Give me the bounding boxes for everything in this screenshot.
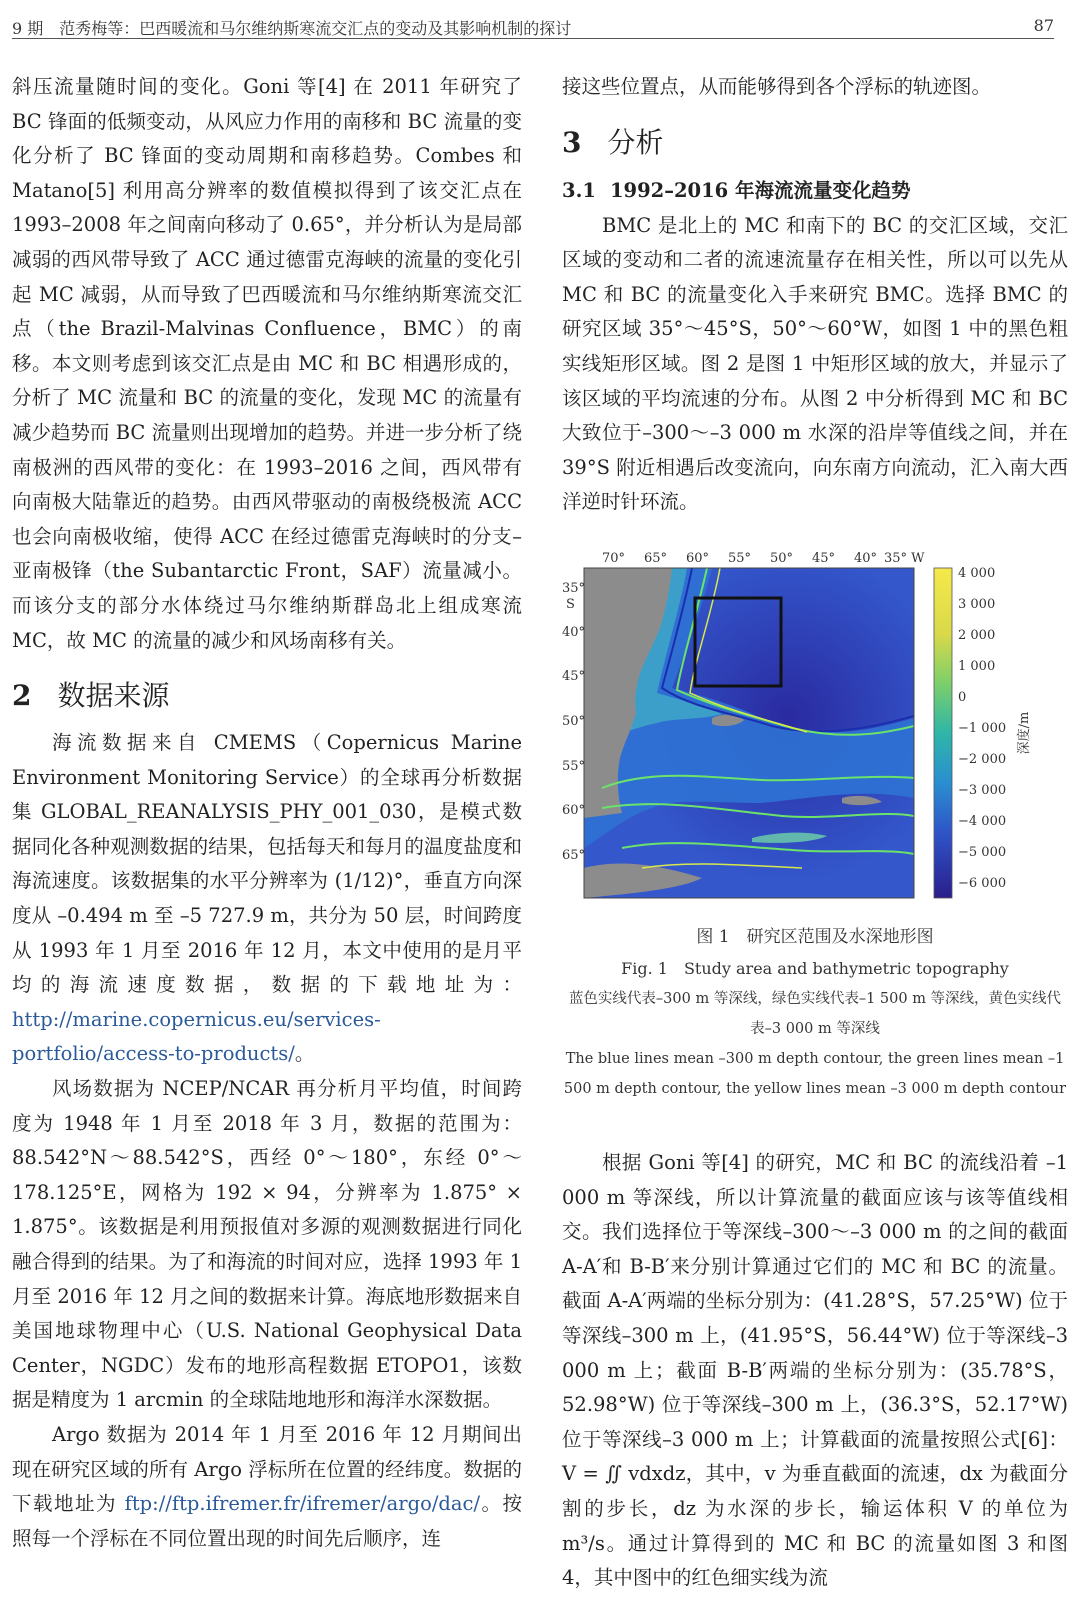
figure-caption-en: Fig. 1 Study area and bathymetric topography [621, 959, 1009, 978]
colorbar-label: −3 000 [958, 783, 1007, 798]
paragraph-text: 海流数据来自 CMEMS（Copernicus Marine Environment Monitoring Service）的全球再分析数据集 GLOBAL_REANALYSIS_PHY_001_030，是模式数据同化各种观测数据的结果，包括每天和每月的温度盐度和海流速度。该数据集的水平分辨率为 (1/12)°，垂直方向深度从 –0.494 m 至 –5 727.9 m，共分为 50 层，时间跨度从 1993 年 1 月至 2016 年 12 月，本文中使用的是月平均的海流速度数据，数据的下载地址为： [12, 731, 522, 997]
figure-1 [562, 548, 1068, 1108]
lat-label: 40° [562, 625, 586, 640]
running-title: 9 期 范秀梅等：巴西暖流和马尔维纳斯寒流交汇点的变动及其影响机制的探讨 [12, 19, 572, 38]
paragraph-end: 。 [294, 1042, 315, 1066]
colorbar-label: 0 [958, 690, 967, 705]
lat-label: 65° [562, 848, 586, 863]
colorbar-label: −2 000 [958, 752, 1007, 767]
colorbar-title: 深度/m [1017, 711, 1032, 755]
subsection-heading [562, 173, 1068, 209]
map-panel [584, 568, 914, 898]
paragraph [12, 1418, 522, 1556]
running-header [12, 14, 1054, 39]
lon-label: 40° [854, 551, 878, 566]
colorbar-label: −5 000 [958, 845, 1007, 860]
copernicus-link[interactable]: http://marine.copernicus.eu/services-portfolio/access-to-products/ [12, 1007, 381, 1066]
paragraph: 根据 Goni 等[4] 的研究，MC 和 BC 的流线沿着 –1 000 m 等深线，所以计算流量的截面应该与该等值线相交。我们选择位于等深线–300～–3 000 m 的之间的截面 A-A′和 B-B′来分别计算通过它们的 MC 和 BC 的流量。截面 A-A′两端的坐标分别为：(41.28°S，57.25°W) 位于等深线–300 m 上，(41.95°S，56.44°W) 位于等深线–3 000 m 上；截面 B-B′两端的坐标分别为：(35.78°S，52.98°W) 位于等深线–300 m 上，(36.3°S，52.17°W) 位于等深线–3 000 m 上；计算截面的流量按照公式[6]：V = ∬ vdxdz，其中，v 为垂直截面的流速，dx 为截面分割的步长，dz 为水深的步长，输运体积 V 的单位为 m³/s。通过计算得到的 MC 和 BC 的流量如图 3 和图 4，其中图中的红色细实线为流 [562, 1151, 1068, 1590]
section-heading-3 [562, 123, 1068, 163]
lon-label: 35° W [884, 551, 925, 566]
subsection-title: 1992–2016 年海流流量变化趋势 [609, 178, 911, 202]
lon-label: 60° [686, 551, 710, 566]
colorbar-label: 4 000 [958, 566, 996, 581]
svg-text:S: S [566, 597, 575, 612]
lat-label: 55° [562, 759, 586, 774]
section-heading-2 [12, 676, 522, 716]
figure-note-cn: 蓝色实线代表–300 m 等深线，绿色实线代表–1 500 m 等深线，黄色实线代表–3 000 m 等深线 [568, 991, 1062, 1037]
colorbar-label: 1 000 [958, 659, 996, 674]
bathymetry-map [562, 548, 1068, 918]
colorbar-label: −4 000 [958, 814, 1007, 829]
paragraph-text: 。按照每一个浮标在不同位置出现的时间先后顺序，连 [12, 1492, 522, 1550]
page-number: 87 [1033, 16, 1054, 35]
lon-label: 50° [770, 551, 794, 566]
right-column [562, 70, 1068, 520]
left-column [12, 70, 522, 1556]
lon-label: 45° [812, 551, 836, 566]
lon-label: 55° [728, 551, 752, 566]
paragraph: 风场数据为 NCEP/NCAR 再分析月平均值，时间跨度为 1948 年 1 月至 2018 年 3 月，数据的范围为：88.542°N～88.542°S，西经 0°～180°，东经 0°～178.125°E，网格为 192 × 94，分辨率为 1.875° × 1.875°。该数据是利用预报值对多源的观测数据进行同化融合得到的结果。为了和海流的时间对应，选择 1993 年 1 月至 2016 年 12 月之间的数据来计算。海底地形数据来自美国地球物理中心（U.S. National Geophysical Data Center，NGDC）发布的地形高程数据 ETOPO1，该数据是精度为 1 arcmin 的全球陆地地形和海洋水深数据。 [12, 1077, 522, 1412]
colorbar [934, 566, 1032, 898]
lon-label: 65° [644, 551, 668, 566]
paragraph-text: Argo 数据为 2014 年 1 月至 2016 年 12 月期间出现在研究区域的所有 Argo 浮标所在位置的经纬度。数据的下载地址为 [12, 1422, 522, 1516]
section-title: 数据来源 [57, 679, 170, 713]
lat-tick-labels [562, 581, 585, 863]
right-column-continued [562, 1146, 1068, 1596]
lat-label: 35° [562, 581, 586, 596]
figure-note-en: The blue lines mean –300 m depth contour, the green lines mean –1 500 m depth contour, the yellow lines mean –3 000 m depth contour [563, 1051, 1067, 1097]
section-number: 2 [12, 679, 32, 713]
lat-label: 50° [562, 714, 586, 729]
figure-caption-cn: 图 1 研究区范围及水深地形图 [696, 927, 934, 947]
section-number: 3 [562, 125, 582, 159]
lon-tick-labels [602, 551, 925, 566]
lon-label: 70° [602, 551, 626, 566]
lat-label: 60° [562, 803, 586, 818]
colorbar-label: 2 000 [958, 628, 996, 643]
paragraph: 接这些位置点，从而能够得到各个浮标的轨迹图。 [562, 75, 992, 98]
subsection-number: 3.1 [562, 178, 596, 202]
colorbar-label: 3 000 [958, 597, 996, 612]
section-title: 分析 [607, 125, 664, 159]
colorbar-label: −6 000 [958, 876, 1007, 891]
paragraph [12, 726, 522, 1072]
argo-ftp-link[interactable]: ftp://ftp.ifremer.fr/ifremer/argo/dac/ [124, 1492, 481, 1516]
paragraph: 斜压流量随时间的变化。Goni 等[4] 在 2011 年研究了 BC 锋面的低频变动，从风应力作用的南移和 BC 流量的变化分析了 BC 锋面的变动周期和南移趋势。Combes 和 Matano[5] 利用高分辨率的数值模拟得到了该交汇点在 1993–2008 年之间南向移动了 0.65°，并分析认为是局部减弱的西风带导致了 ACC 通过德雷克海峡的流量的变化引起 MC 减弱，从而导致了巴西暖流和马尔维纳斯寒流交汇点（the Brazil-Malvinas Confluence，BMC）的南移。本文则考虑到该交汇点是由 MC 和 BC 相遇形成的，分析了 MC 流量和 BC 的流量的变化，发现 MC 的流量有减少趋势而 BC 流量则出现增加的趋势。并进一步分析了绕南极洲的西风带的变化：在 1993–2016 之间，西风带有向南极大陆靠近的趋势。由西风带驱动的南极绕极流 ACC 也会向南极收缩，使得 ACC 在经过德雷克海峡时的分支–亚南极锋（the Subantarctic Front，SAF）流量减小。而该分支的部分水体绕过马尔维纳斯群岛北上组成寒流 MC，故 MC 的流量的减少和风场南移有关。 [12, 75, 523, 652]
lat-label: 45° [562, 669, 586, 684]
paragraph: BMC 是北上的 MC 和南下的 BC 的交汇区域，交汇区域的变动和二者的流速流量存在相关性，所以可以先从 MC 和 BC 的流量变化入手来研究 BMC。选择 BMC 的研究区域 35°～45°S，50°～60°W，如图 1 中的黑色粗实线矩形区域。图 2 是图 1 中矩形区域的放大，并显示了该区域的平均流速的分布。从图 2 中分析得到 MC 和 BC 大致位于–300～–3 000 m 水深的沿岸等值线之间，并在 39°S 附近相遇后改变流向，向东南方向流动，汇入南大西洋逆时针环流。 [562, 213, 1068, 514]
colorbar-label: −1 000 [958, 721, 1007, 736]
